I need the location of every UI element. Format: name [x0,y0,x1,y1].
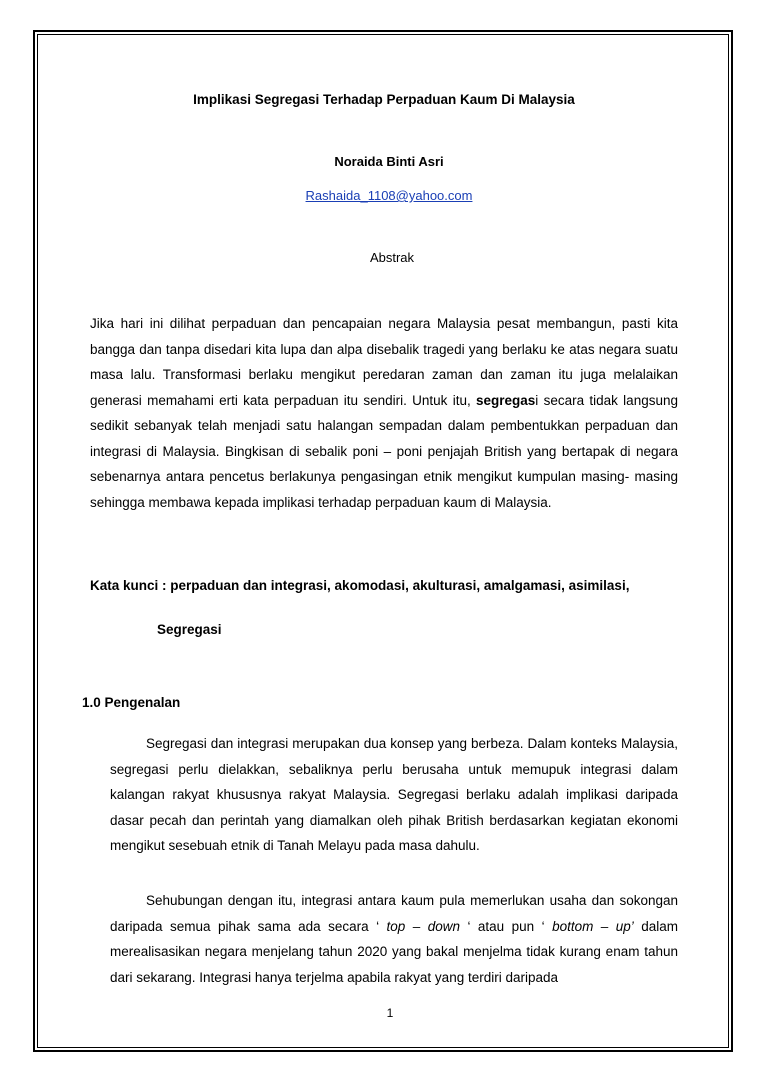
author-name: Noraida Binti Asri [334,154,444,169]
document-title: Implikasi Segregasi Terhadap Perpaduan Kaum Di Malaysia [193,92,575,107]
abstract-heading: Abstrak [369,250,415,265]
keywords-continuation: Segregasi [157,622,222,637]
bold-term: segregas [476,392,536,408]
intro-paragraph-2: Sehubungan dengan itu, integrasi antara kaum pula memerlukan usaha dan sokongan daripada semua pihak sama ada secara ‘ top – down ‘ atau pun ‘ bottom – up’ dalam merealisasikan negara menjelang tahun 2020 yang bakal menjelma tidak kurang enam tahun dari sekarang. Integrasi hanya terjelma apabila rakyat yang terdiri daripada [110,893,678,985]
keywords-line: Kata kunci : perpaduan dan integrasi, akomodasi, akulturasi, amalgamasi, asimilasi, [90,578,630,593]
abstract-paragraph: Jika hari ini dilihat perpaduan dan pencapaian negara Malaysia pesat membangun, pasti kita bangga dan tanpa disedari kita lupa dan alpa disebalik tragedi yang berlaku ke atas negara suatu masa lalu. Transformasi berlaku mengikut peredaran zaman dan zaman itu juga melalaikan generasi memahami erti kata perpaduan itu sendiri. Untuk itu, segregasi secara tidak langsung sedikit sebanyak telah menjadi satu halangan sempadan dalam pembentukkan perpaduan dan integrasi di Malaysia. Bingkisan di sebalik poni – poni penjajah British yang bertapak di negara sebenarnya antara pencetus berlakunya pengasingan etnik mengikut kumpulan masing- masing sehingga membawa kepada implikasi terhadap perpaduan kaum di Malaysia. [90,316,678,510]
page-number: 1 [386,1006,394,1020]
author-email-link[interactable]: Rashaida_1108@yahoo.com [305,188,473,203]
section-heading: 1.0 Pengenalan [82,695,181,710]
intro-paragraph-1: Segregasi dan integrasi merupakan dua konsep yang berbeza. Dalam konteks Malaysia, segregasi perlu dielakkan, sebaliknya perlu berusaha untuk memupuk integrasi dalam kalangan rakyat khususnya rakyat Malaysia. Segregasi berlaku adalah implikasi daripada dasar pecah dan perintah yang diamalkan oleh pihak British berdasarkan kegiatan ekonomi mengikut sesebuah etnik di Tanah Melayu pada masa dahulu. [110,736,678,853]
